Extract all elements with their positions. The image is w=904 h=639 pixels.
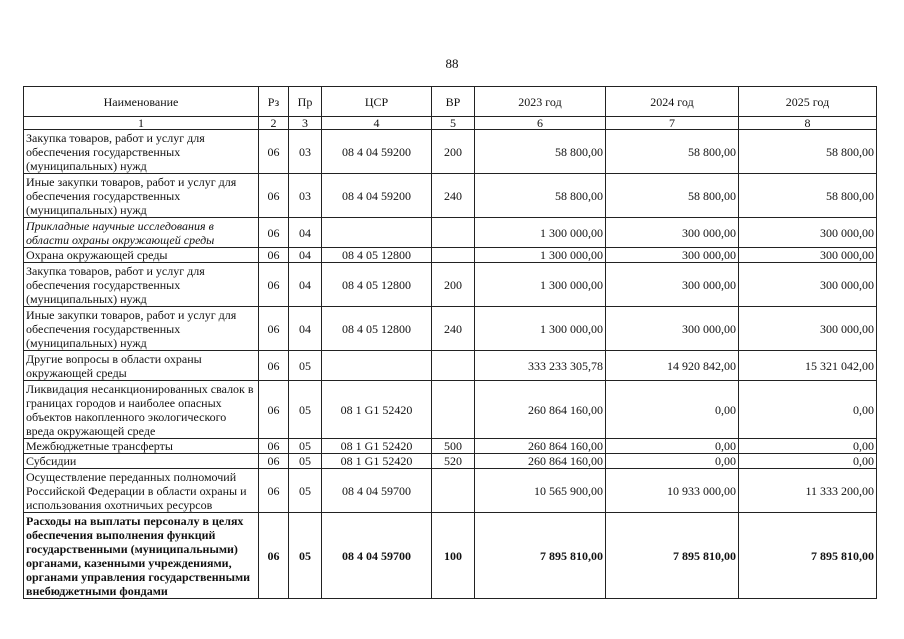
header-csr: ЦСР bbox=[322, 87, 432, 117]
row-2023: 7 895 810,00 bbox=[475, 513, 606, 599]
row-2025: 11 333 200,00 bbox=[739, 469, 877, 513]
column-number: 4 bbox=[322, 117, 432, 130]
row-2025: 0,00 bbox=[739, 381, 877, 439]
row-name: Расходы на выплаты персоналу в целях обеспечения выполнения функций государственными (муниципальными) органами, казенными учреждениями, органами управления государственными внебюджетными фондами bbox=[24, 513, 259, 599]
table-row bbox=[24, 439, 877, 454]
column-number: 3 bbox=[289, 117, 322, 130]
row-rz: 06 bbox=[259, 263, 289, 307]
table-row bbox=[24, 263, 877, 307]
row-rz: 06 bbox=[259, 130, 289, 174]
row-name: Осуществление переданных полномочий Российской Федерации в области охраны и использования охотничьих ресурсов bbox=[24, 469, 259, 513]
row-csr bbox=[322, 218, 432, 248]
column-number: 6 bbox=[475, 117, 606, 130]
row-2023: 1 300 000,00 bbox=[475, 218, 606, 248]
table-row bbox=[24, 381, 877, 439]
row-2024: 10 933 000,00 bbox=[606, 469, 739, 513]
table-row bbox=[24, 130, 877, 174]
row-name: Прикладные научные исследования в области охраны окружающей среды bbox=[24, 218, 259, 248]
row-name: Закупка товаров, работ и услуг для обеспечения государственных (муниципальных) нужд bbox=[24, 263, 259, 307]
header-rz: Рз bbox=[259, 87, 289, 117]
row-pr: 04 bbox=[289, 307, 322, 351]
column-number: 1 bbox=[24, 117, 259, 130]
row-pr: 05 bbox=[289, 454, 322, 469]
row-pr: 03 bbox=[289, 130, 322, 174]
row-2025: 300 000,00 bbox=[739, 248, 877, 263]
row-csr: 08 4 04 59700 bbox=[322, 469, 432, 513]
row-pr: 04 bbox=[289, 263, 322, 307]
row-2025: 7 895 810,00 bbox=[739, 513, 877, 599]
row-name: Закупка товаров, работ и услуг для обеспечения государственных (муниципальных) нужд bbox=[24, 130, 259, 174]
row-csr: 08 4 04 59700 bbox=[322, 513, 432, 599]
row-rz: 06 bbox=[259, 351, 289, 381]
row-vr: 240 bbox=[432, 174, 475, 218]
row-2024: 0,00 bbox=[606, 381, 739, 439]
row-name: Иные закупки товаров, работ и услуг для обеспечения государственных (муниципальных) нужд bbox=[24, 307, 259, 351]
row-vr bbox=[432, 381, 475, 439]
header-name: Наименование bbox=[24, 87, 259, 117]
row-pr: 03 bbox=[289, 174, 322, 218]
row-vr bbox=[432, 469, 475, 513]
table-row bbox=[24, 351, 877, 381]
header-vr: ВР bbox=[432, 87, 475, 117]
row-name: Охрана окружающей среды bbox=[24, 248, 259, 263]
row-vr bbox=[432, 218, 475, 248]
row-csr: 08 4 05 12800 bbox=[322, 248, 432, 263]
row-rz: 06 bbox=[259, 439, 289, 454]
row-vr: 200 bbox=[432, 263, 475, 307]
row-2023: 10 565 900,00 bbox=[475, 469, 606, 513]
row-2024: 58 800,00 bbox=[606, 130, 739, 174]
row-vr: 200 bbox=[432, 130, 475, 174]
row-2025: 300 000,00 bbox=[739, 263, 877, 307]
row-2024: 58 800,00 bbox=[606, 174, 739, 218]
row-rz: 06 bbox=[259, 248, 289, 263]
row-vr bbox=[432, 248, 475, 263]
row-csr: 08 4 05 12800 bbox=[322, 263, 432, 307]
row-pr: 05 bbox=[289, 439, 322, 454]
row-name: Межбюджетные трансферты bbox=[24, 439, 259, 454]
row-pr: 05 bbox=[289, 513, 322, 599]
row-rz: 06 bbox=[259, 454, 289, 469]
header-2023: 2023 год bbox=[475, 87, 606, 117]
row-2024: 300 000,00 bbox=[606, 307, 739, 351]
table-row bbox=[24, 218, 877, 248]
row-vr: 100 bbox=[432, 513, 475, 599]
column-number: 2 bbox=[259, 117, 289, 130]
row-name: Иные закупки товаров, работ и услуг для обеспечения государственных (муниципальных) нужд bbox=[24, 174, 259, 218]
row-2024: 300 000,00 bbox=[606, 263, 739, 307]
column-number: 5 bbox=[432, 117, 475, 130]
row-pr: 05 bbox=[289, 351, 322, 381]
row-2025: 300 000,00 bbox=[739, 307, 877, 351]
row-2025: 58 800,00 bbox=[739, 174, 877, 218]
row-vr: 500 bbox=[432, 439, 475, 454]
row-2023: 58 800,00 bbox=[475, 130, 606, 174]
row-rz: 06 bbox=[259, 513, 289, 599]
row-vr: 240 bbox=[432, 307, 475, 351]
column-number: 7 bbox=[606, 117, 739, 130]
row-csr: 08 1 G1 52420 bbox=[322, 454, 432, 469]
row-2024: 300 000,00 bbox=[606, 248, 739, 263]
header-2025: 2025 год bbox=[739, 87, 877, 117]
row-2024: 7 895 810,00 bbox=[606, 513, 739, 599]
row-csr bbox=[322, 351, 432, 381]
row-name: Ликвидация несанкционированных свалок в границах городов и наиболее опасных объектов накопленного экологического вреда окружающей среде bbox=[24, 381, 259, 439]
row-2024: 14 920 842,00 bbox=[606, 351, 739, 381]
table-row bbox=[24, 307, 877, 351]
column-number: 8 bbox=[739, 117, 877, 130]
row-rz: 06 bbox=[259, 469, 289, 513]
row-rz: 06 bbox=[259, 218, 289, 248]
header-2024: 2024 год bbox=[606, 87, 739, 117]
row-2023: 1 300 000,00 bbox=[475, 248, 606, 263]
row-pr: 05 bbox=[289, 381, 322, 439]
row-rz: 06 bbox=[259, 307, 289, 351]
row-2025: 300 000,00 bbox=[739, 218, 877, 248]
header-row bbox=[24, 87, 877, 117]
table-row bbox=[24, 174, 877, 218]
row-2024: 0,00 bbox=[606, 454, 739, 469]
row-2023: 260 864 160,00 bbox=[475, 454, 606, 469]
row-pr: 04 bbox=[289, 248, 322, 263]
table-row bbox=[24, 454, 877, 469]
row-2023: 1 300 000,00 bbox=[475, 307, 606, 351]
row-2025: 0,00 bbox=[739, 439, 877, 454]
row-2023: 58 800,00 bbox=[475, 174, 606, 218]
row-2023: 333 233 305,78 bbox=[475, 351, 606, 381]
row-2025: 0,00 bbox=[739, 454, 877, 469]
row-csr: 08 4 05 12800 bbox=[322, 307, 432, 351]
row-pr: 04 bbox=[289, 218, 322, 248]
header-pr: Пр bbox=[289, 87, 322, 117]
row-csr: 08 1 G1 52420 bbox=[322, 381, 432, 439]
row-pr: 05 bbox=[289, 469, 322, 513]
row-rz: 06 bbox=[259, 174, 289, 218]
row-2025: 58 800,00 bbox=[739, 130, 877, 174]
row-2023: 260 864 160,00 bbox=[475, 381, 606, 439]
row-csr: 08 4 04 59200 bbox=[322, 130, 432, 174]
table-row bbox=[24, 469, 877, 513]
row-name: Другие вопросы в области охраны окружающей среды bbox=[24, 351, 259, 381]
row-2023: 260 864 160,00 bbox=[475, 439, 606, 454]
row-vr bbox=[432, 351, 475, 381]
budget-table bbox=[23, 86, 877, 599]
row-2024: 0,00 bbox=[606, 439, 739, 454]
row-csr: 08 1 G1 52420 bbox=[322, 439, 432, 454]
table-row bbox=[24, 513, 877, 599]
row-name: Субсидии bbox=[24, 454, 259, 469]
row-2023: 1 300 000,00 bbox=[475, 263, 606, 307]
row-csr: 08 4 04 59200 bbox=[322, 174, 432, 218]
column-number-row bbox=[24, 117, 877, 130]
table-row bbox=[24, 248, 877, 263]
row-rz: 06 bbox=[259, 381, 289, 439]
row-2025: 15 321 042,00 bbox=[739, 351, 877, 381]
page-number: 88 bbox=[445, 56, 459, 71]
row-2024: 300 000,00 bbox=[606, 218, 739, 248]
row-vr: 520 bbox=[432, 454, 475, 469]
